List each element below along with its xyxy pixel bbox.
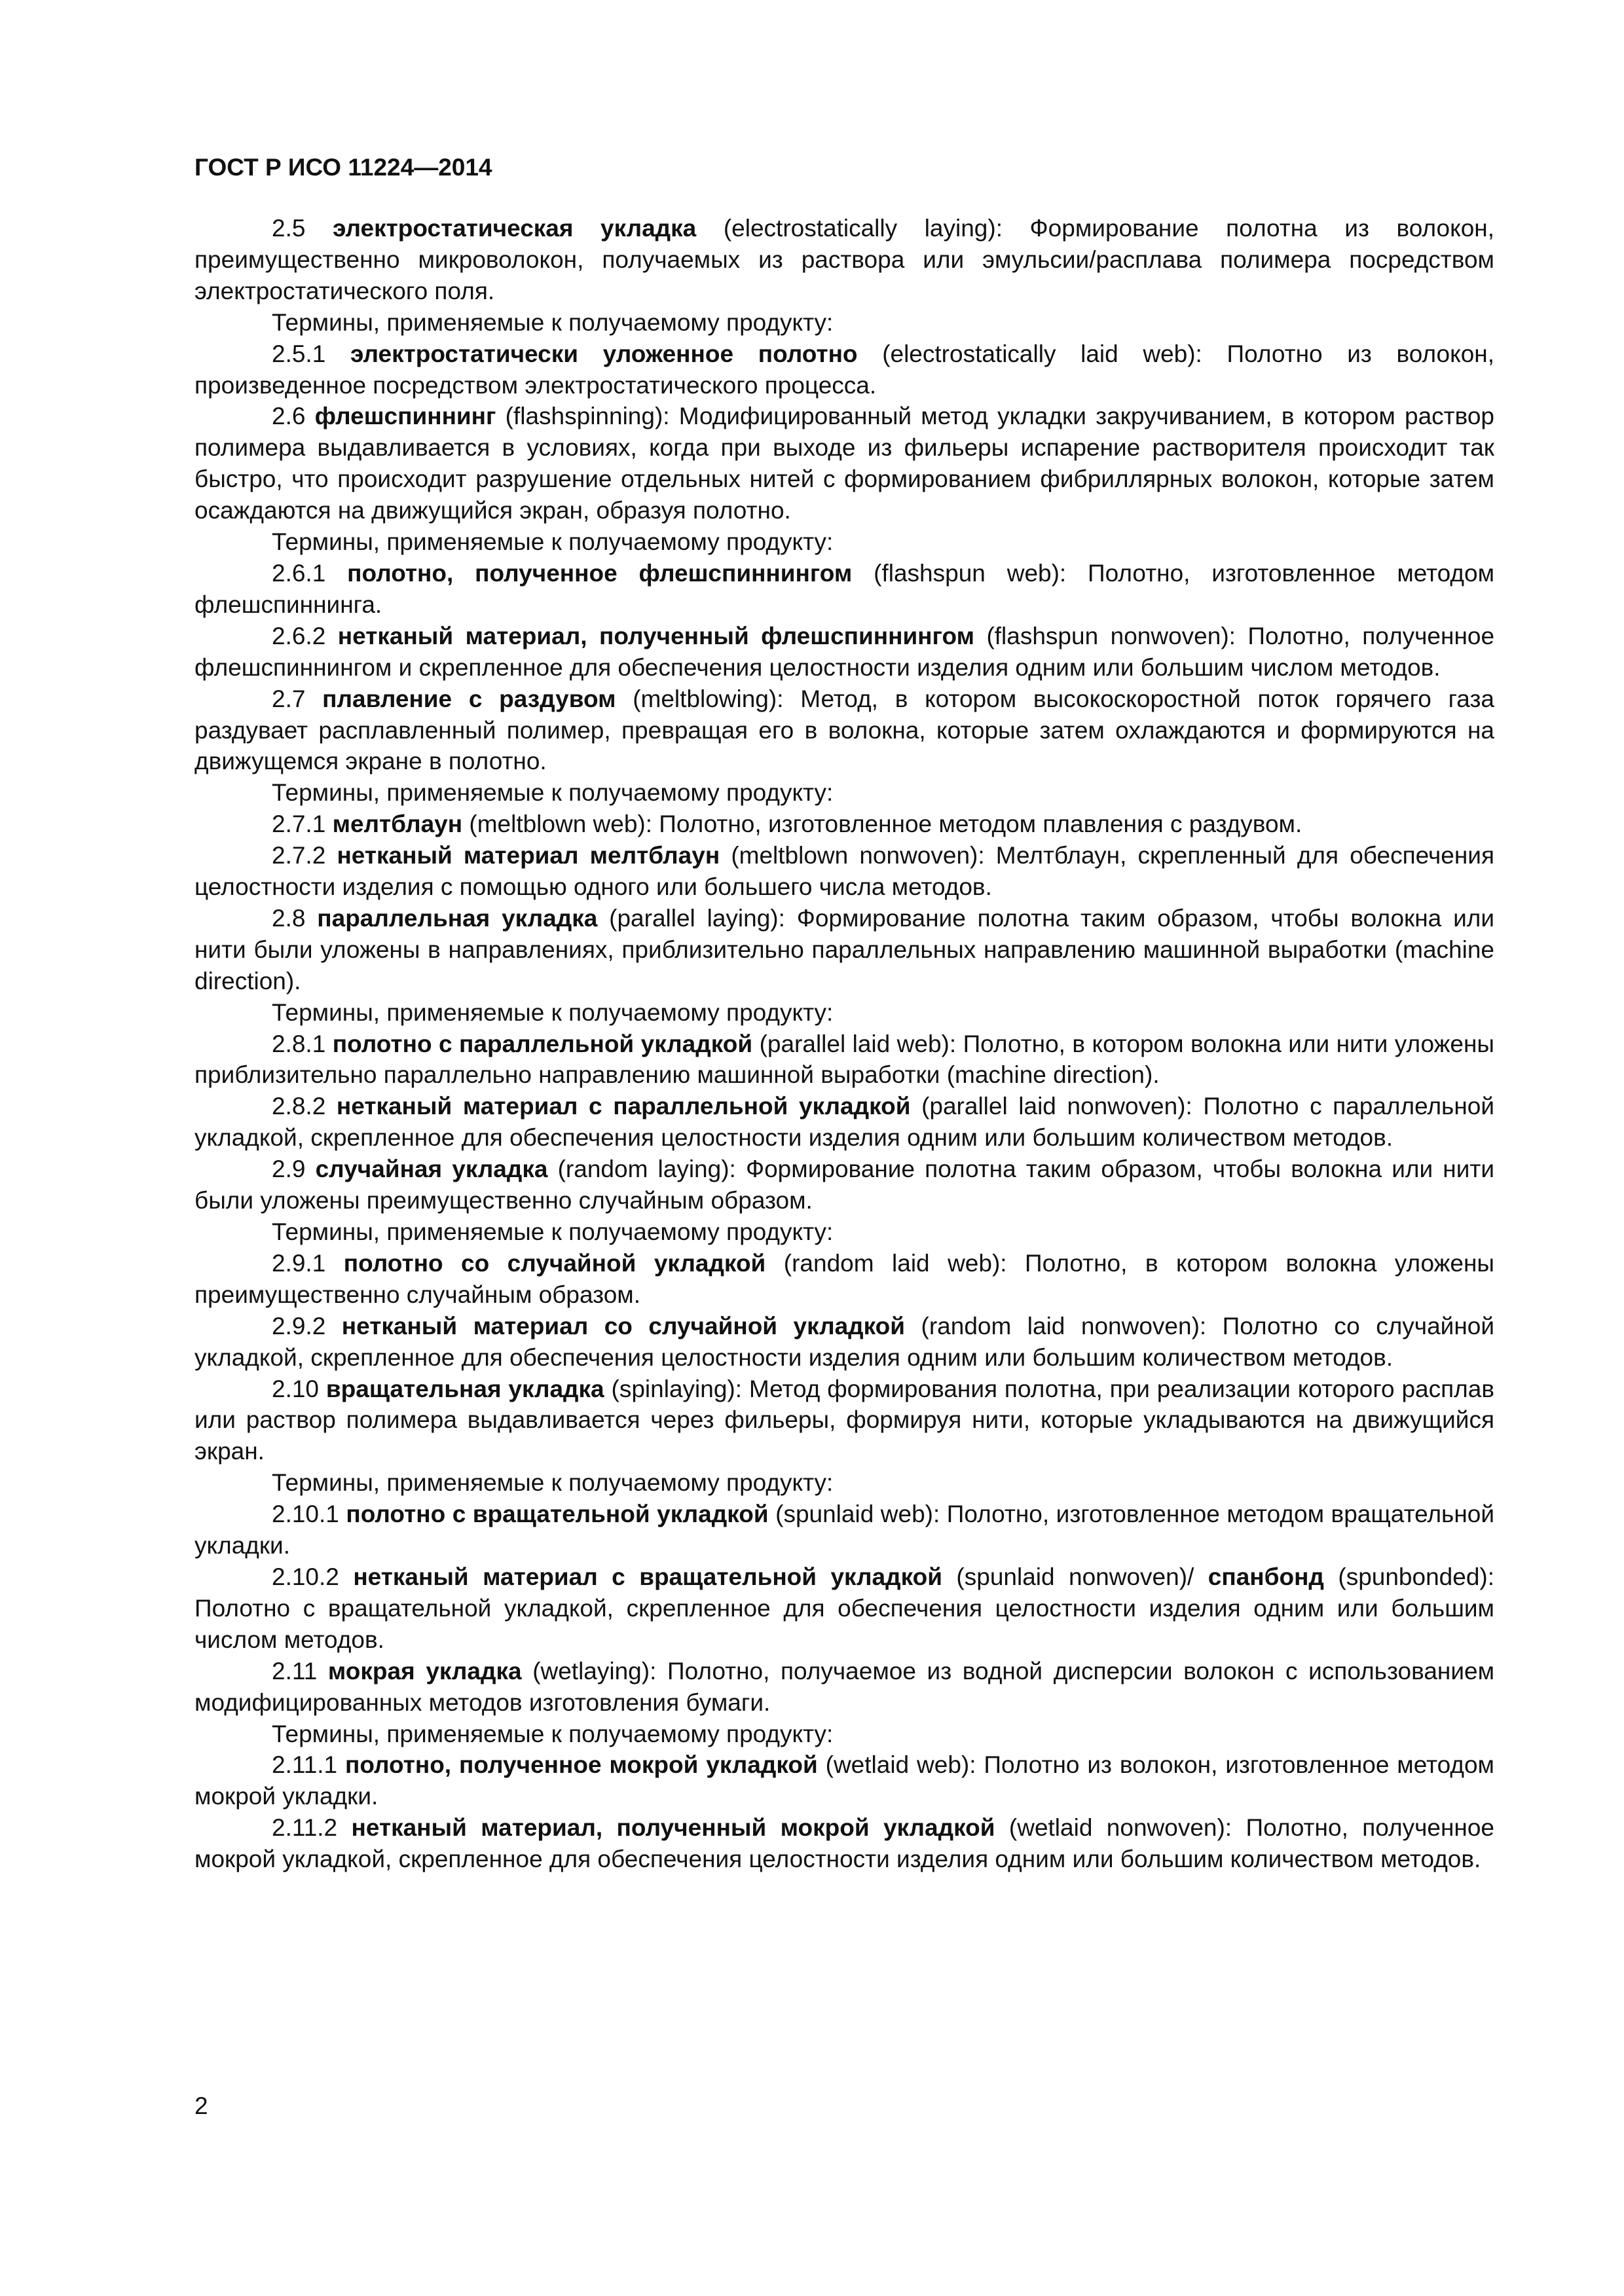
page-number: 2 bbox=[194, 2092, 208, 2119]
term: нетканый материал, полученный флешспиннингом bbox=[337, 622, 974, 649]
term: нетканый материал со случайной укладкой bbox=[341, 1312, 906, 1339]
clause-number: 2.6 bbox=[272, 403, 306, 430]
clause-number: 2.10 bbox=[272, 1375, 320, 1402]
intro-text: Термины, применяемые к получаемому продукту: bbox=[272, 1218, 834, 1245]
definition: (flashspinning): Модифицированный метод укладки закручиванием, в котором раствор полимера выдавливается в условиях, когда при выходе из фильеры испарение растворителя происходит так быстро, что происходит разрушение отдельных нитей с формированием фибриллярных волокон, которые затем осаждаются на движущийся экран, образуя полотно. bbox=[194, 403, 1495, 524]
definition: (random laid web): Полотно, в котором волокна уложены преимущественно случайным образом. bbox=[194, 1249, 1494, 1308]
clause-number: 2.11.1 bbox=[272, 1751, 338, 1779]
clause-number: 2.7.1 bbox=[272, 811, 326, 838]
term: полотно, полученное флешспиннингом bbox=[347, 559, 853, 587]
derived-terms-intro bbox=[194, 1467, 1494, 1499]
definition: (meltblowing): Метод, в котором высокоскоростной поток горячего газа раздувает расплавленный полимер, превращая его в волокна, которые затем охлаждаются и формируются на движущемся экране в полотно. bbox=[194, 685, 1495, 775]
definition: (spunbonded): Полотно с вращательной укладкой, скрепленное для обеспечения целостности изделия одним или большим числом методов. bbox=[194, 1563, 1494, 1653]
term: мокрая укладка bbox=[327, 1657, 522, 1685]
term: полотно со случайной укладкой bbox=[343, 1249, 766, 1277]
definition: (meltblown nonwoven): Мелтблаун, скрепленный для обеспечения целостности изделия с помощью одного или большего числа методов. bbox=[194, 842, 1494, 901]
term-definition bbox=[194, 1749, 1494, 1812]
definition: (flashspun nonwoven): Полотно, полученное флешспиннингом и скрепленное для обеспечения целостности изделия одним или большим числом методов. bbox=[194, 622, 1495, 681]
clause-number: 2.8 bbox=[272, 904, 306, 932]
definition: (wetlaying): Полотно, получаемое из водной дисперсии волокон с использованием модифицированных методов изготовления бумаги. bbox=[194, 1657, 1495, 1716]
intro-text: Термины, применяемые к получаемому продукту: bbox=[272, 528, 834, 556]
term-definition bbox=[194, 1311, 1494, 1374]
term-definition bbox=[194, 1154, 1494, 1216]
definition: (spunlaid web): Полотно, изготовленное методом вращательной укладки. bbox=[194, 1501, 1494, 1559]
intro-text: Термины, применяемые к получаемому продукту: bbox=[272, 1469, 834, 1497]
term-definition bbox=[194, 903, 1494, 997]
clause-number: 2.5 bbox=[272, 215, 306, 242]
term-definition bbox=[194, 1812, 1494, 1875]
clause-number: 2.9.1 bbox=[272, 1249, 326, 1277]
definition: (spunlaid nonwoven)/ bbox=[956, 1563, 1194, 1590]
clause-number: 2.6.2 bbox=[272, 622, 326, 649]
definition: (spinlaying): Метод формирования полотна, при реализации которого расплав или раствор полимера выдавливается через фильеры, формируя нити, которые укладываются на движущийся экран. bbox=[194, 1375, 1494, 1465]
clause-number: 2.10.2 bbox=[272, 1563, 339, 1590]
definition: (meltblown web): Полотно, изготовленное методом плавления с раздувом. bbox=[469, 811, 1302, 838]
term: нетканый материал с параллельной укладкой bbox=[336, 1093, 911, 1120]
term: случайная укладка bbox=[315, 1156, 548, 1183]
term: вращательная укладка bbox=[325, 1375, 604, 1402]
definition: (wetlaid web): Полотно из волокон, изготовленное методом мокрой укладки. bbox=[194, 1751, 1494, 1810]
definition: (electrostatically laid web): Полотно из волокон, произведенное посредством электростатического процесса. bbox=[194, 340, 1495, 399]
term-definition bbox=[194, 1029, 1494, 1091]
term: плавление с раздувом bbox=[322, 685, 616, 712]
derived-terms-intro bbox=[194, 526, 1494, 558]
clause-number: 2.8.2 bbox=[272, 1093, 326, 1120]
term: флешспиннинг bbox=[314, 403, 496, 430]
term: нетканый материал мелтблаун bbox=[337, 842, 720, 869]
term: электростатическая укладка bbox=[333, 215, 697, 242]
term: полотно с вращательной укладкой bbox=[346, 1501, 769, 1528]
term: полотно с параллельной укладкой bbox=[332, 1030, 753, 1057]
term-definition bbox=[194, 683, 1494, 778]
definition: (parallel laid nonwoven): Полотно с параллельной укладкой, скрепленное для обеспечения целостности изделия одним или большим количеством методов. bbox=[194, 1093, 1495, 1152]
term-definition bbox=[194, 809, 1494, 840]
clause-number: 2.11.2 bbox=[272, 1814, 338, 1842]
derived-terms-intro bbox=[194, 1216, 1494, 1248]
term-definition bbox=[194, 1499, 1494, 1561]
clause-number: 2.10.1 bbox=[272, 1501, 339, 1528]
term-definition bbox=[194, 213, 1494, 307]
clause-number: 2.5.1 bbox=[272, 340, 326, 367]
term: нетканый материал, полученный мокрой укладкой bbox=[351, 1814, 995, 1842]
intro-text: Термины, применяемые к получаемому продукту: bbox=[272, 998, 834, 1026]
intro-text: Термины, применяемые к получаемому продукту: bbox=[272, 779, 834, 807]
term-definition bbox=[194, 621, 1494, 683]
definition: (parallel laying): Формирование полотна таким образом, чтобы волокна или нити были уложены в направлениях, приблизительно параллельных направлению машинной выработки (machine direction). bbox=[194, 904, 1494, 994]
intro-text: Термины, применяемые к получаемому продукту: bbox=[272, 308, 834, 336]
derived-terms-intro bbox=[194, 307, 1494, 338]
term-definition bbox=[194, 1656, 1494, 1719]
term-definition bbox=[194, 401, 1494, 526]
definition: (random laying): Формирование полотна таким образом, чтобы волокна или нити были уложены преимущественно случайным образом. bbox=[194, 1156, 1494, 1214]
clause-number: 2.6.1 bbox=[272, 559, 326, 587]
definition: (electrostatically laying): Формирование полотна из волокон, преимущественно микроволокон, получаемых из раствора или эмульсии/расплава полимера посредством электростатического поля. bbox=[194, 215, 1494, 304]
clause-number: 2.11 bbox=[272, 1657, 318, 1685]
definition: (parallel laid web): Полотно, в котором волокна или нити уложены приблизительно параллельно направлению машинной выработки (machine direction). bbox=[194, 1030, 1494, 1089]
term: параллельная укладка bbox=[317, 904, 598, 932]
clause-number: 2.8.1 bbox=[272, 1030, 326, 1057]
term: электростатически уложенное полотно bbox=[350, 340, 858, 367]
definition: (wetlaid nonwoven): Полотно, полученное мокрой укладкой, скрепленное для обеспечения целостности изделия одним или большим количеством методов. bbox=[194, 1814, 1495, 1873]
derived-terms-intro bbox=[194, 1719, 1494, 1750]
term-definition bbox=[194, 1248, 1494, 1311]
definition: (random laid nonwoven): Полотно со случайной укладкой, скрепленное для обеспечения целостности изделия одним или большим количеством методов. bbox=[194, 1312, 1495, 1371]
term: нетканый материал с вращательной укладкой bbox=[353, 1563, 942, 1590]
term-definition bbox=[194, 558, 1494, 621]
term: полотно, полученное мокрой укладкой bbox=[345, 1751, 818, 1779]
clause-number: 2.7.2 bbox=[272, 842, 326, 869]
definition: (flashspun web): Полотно, изготовленное методом флешспиннинга. bbox=[194, 559, 1495, 618]
term-definition bbox=[194, 1561, 1494, 1656]
intro-text: Термины, применяемые к получаемому продукту: bbox=[272, 1720, 834, 1747]
document-header: ГОСТ Р ИСО 11224—2014 bbox=[194, 154, 492, 181]
document-body bbox=[194, 213, 1494, 1875]
term-definition bbox=[194, 338, 1494, 401]
term: мелтблаун bbox=[332, 811, 463, 838]
clause-number: 2.9.2 bbox=[272, 1312, 326, 1339]
term-synonym: спанбонд bbox=[1208, 1563, 1324, 1590]
term-definition bbox=[194, 1091, 1494, 1154]
clause-number: 2.9 bbox=[272, 1156, 306, 1183]
derived-terms-intro bbox=[194, 777, 1494, 809]
term-definition bbox=[194, 840, 1494, 903]
term-definition bbox=[194, 1374, 1494, 1468]
derived-terms-intro bbox=[194, 997, 1494, 1029]
clause-number: 2.7 bbox=[272, 685, 306, 712]
